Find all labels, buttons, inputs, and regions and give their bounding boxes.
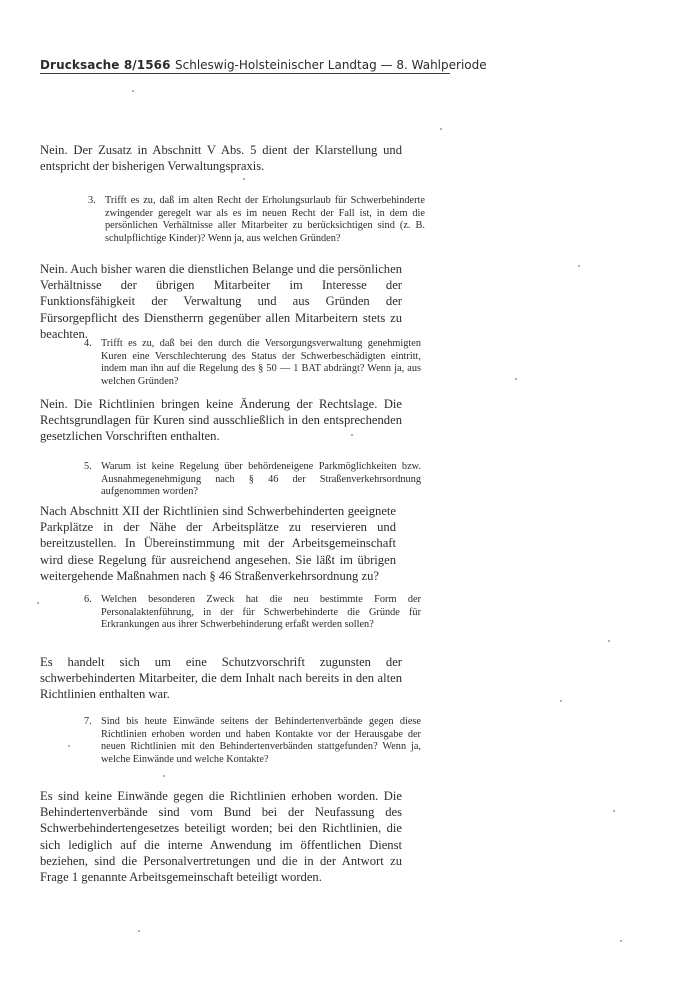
question-text: Trifft es zu, daß im alten Recht der Erholungsurlaub für Schwerbehinderte zwingender geregelt war als es im neuen Recht der Fall ist, in dem die persönlichen Verhältnisse aller Mitarbeiter zu berücksichtigen sind (z. B. schulpflichtige Kinder)? Wenn ja, aus welchen Gründen? xyxy=(105,195,425,244)
scan-speck xyxy=(440,128,442,130)
scan-speck xyxy=(163,775,165,777)
scan-speck xyxy=(132,90,134,92)
question-text: Welchen besonderen Zweck hat die neu bestimmte Form der Personalaktenführung, in der für Schwerbehinderte die Gründe für Erkrankungen aus ihrer Schwerbehinderung erfaßt werden sollen? xyxy=(101,594,421,631)
scan-speck xyxy=(243,178,245,180)
answer-5: Nach Abschnitt XII der Richtlinien sind Schwerbehinderten geeignete Parkplätze in der Nähe der Arbeitsplätze zu reservieren und bereitzustellen. In Übereinstimmung mit der Arbeitsgemeinschaft wird diese Regelung für ausreichend angesehen. Sie läßt im übrigen weitergehende Maßnahmen nach § 46 Straßenverkehrsordnung zu? xyxy=(40,504,396,583)
question-text: Trifft es zu, daß bei den durch die Versorgungsverwaltung genehmigten Kuren eine Verschlechterung des Status der Schwerbeschädigten eintritt, indem man ihn auf die Regelung des § 50 — 1 BAT abdrängt? Wenn ja, aus welchen Gründen? xyxy=(101,338,421,387)
scan-speck xyxy=(620,940,622,942)
scan-speck xyxy=(515,378,517,380)
answer-2: Nein. Der Zusatz in Abschnitt V Abs. 5 dient der Klarstellung und entspricht der bisherigen Verwaltungspraxis. xyxy=(40,143,402,174)
scan-speck xyxy=(138,930,140,932)
scan-speck xyxy=(351,434,353,436)
question-7 xyxy=(84,716,421,766)
question-number: 4. xyxy=(84,338,92,349)
question-4 xyxy=(84,338,421,388)
question-6 xyxy=(84,594,421,632)
question-5 xyxy=(84,461,421,499)
scan-speck xyxy=(68,745,70,747)
answer-4: Nein. Die Richtlinien bringen keine Änderung der Rechtslage. Die Rechtsgrundlagen für Kuren sind ausschließlich in den entsprechenden gesetzlichen Vorschriften enthalten. xyxy=(40,397,402,444)
scan-speck xyxy=(560,700,562,702)
answer-6: Es handelt sich um eine Schutzvorschrift zugunsten der schwerbehinderten Mitarbeiter, die dem Inhalt nach bereits in den alten Richtlinien enthalten war. xyxy=(40,655,402,702)
question-text: Warum ist keine Regelung über behördeneigene Parkmöglichkeiten bzw. Ausnahmegenehmigung nach § 46 der Straßenverkehrsordnung aufgenommen worden? xyxy=(101,461,421,498)
parliament-title: Schleswig-Holsteinischer Landtag — 8. Wahlperiode xyxy=(175,58,487,72)
document-number: Drucksache 8/1566 xyxy=(40,58,171,72)
question-number: 5. xyxy=(84,461,92,472)
answer-3: Nein. Auch bisher waren die dienstlichen Belange und die persönlichen Verhältnisse der übrigen Mitarbeiter im Interesse der Funktionsfähigkeit der Verwaltung und aus Gründen der Fürsorgepflicht des Dienstherrn gegenüber allen Mitarbeitern stets zu beachten. xyxy=(40,262,402,341)
scan-speck xyxy=(608,640,610,642)
question-number: 3. xyxy=(88,195,96,206)
scan-speck xyxy=(613,810,615,812)
header-rule xyxy=(40,73,450,74)
question-number: 6. xyxy=(84,594,92,605)
question-number: 7. xyxy=(84,716,92,727)
scan-speck xyxy=(37,602,39,604)
answer-7: Es sind keine Einwände gegen die Richtlinien erhoben worden. Die Behindertenverbände sind vom Bund bei der Neufassung des Schwerbehindertengesetzes beteiligt worden; bei den Richtlinien, die sich lediglich auf die interne Anwendung im öffentlichen Dienst beziehen, sind die Personalvertretungen und die in der Antwort zu Frage 1 genannte Arbeitsgemeinschaft beteiligt worden. xyxy=(40,789,402,885)
question-3 xyxy=(88,195,425,245)
scan-speck xyxy=(578,265,580,267)
page-header xyxy=(40,58,660,80)
question-text: Sind bis heute Einwände seitens der Behindertenverbände gegen diese Richtlinien erhoben worden und haben Kontakte vor der Herausgabe der neuen Richtlinien mit den Behindertenverbänden stattgefunden? Wenn ja, welche Einwände und welche Kontakte? xyxy=(101,716,421,765)
